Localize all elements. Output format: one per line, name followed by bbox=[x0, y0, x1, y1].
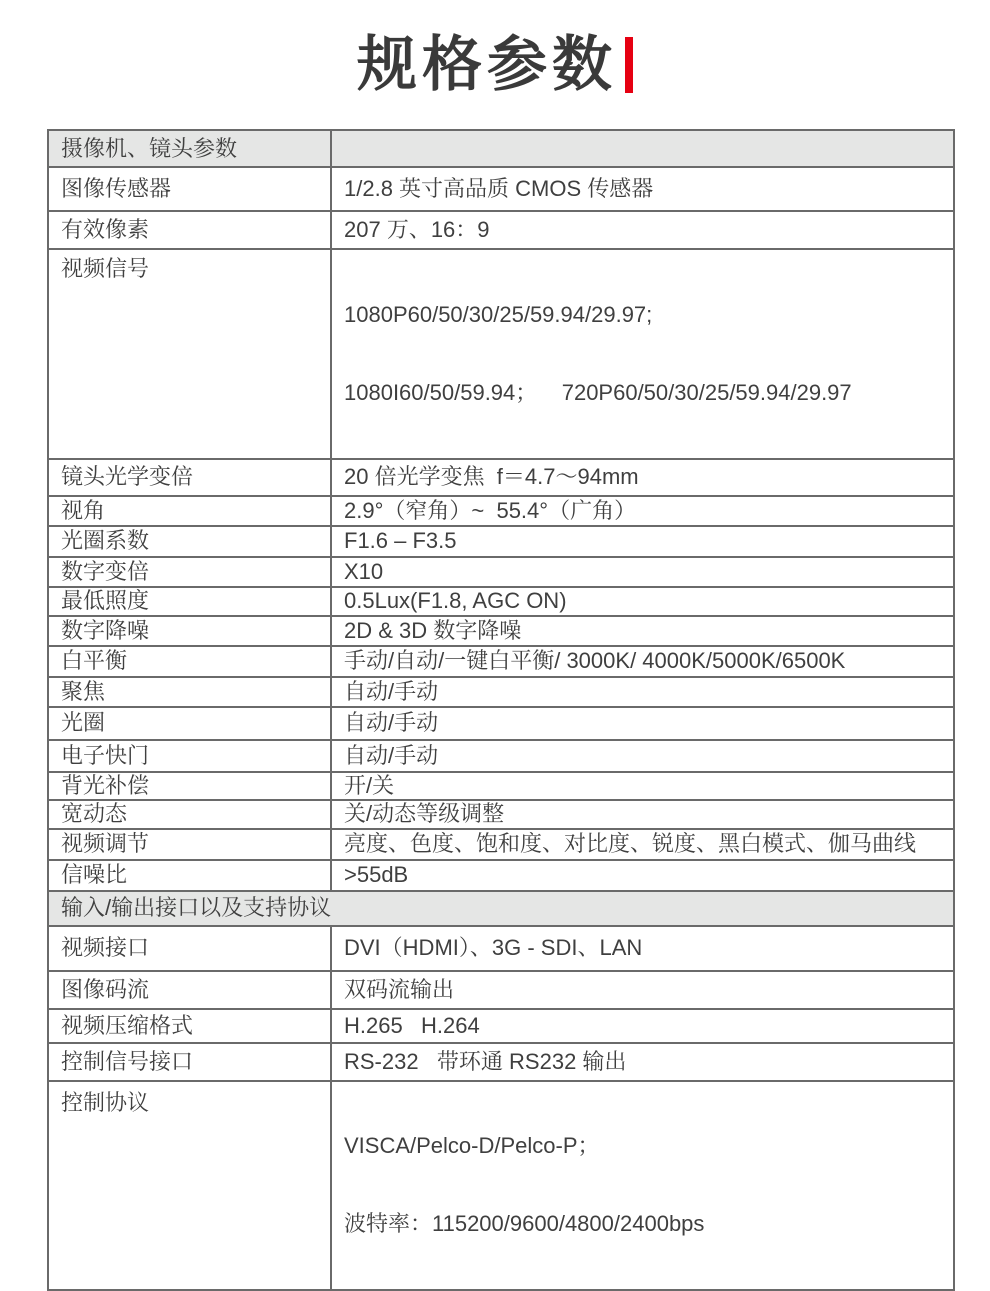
section-header-camera-empty-cell bbox=[331, 130, 954, 167]
spec-value: F1.6 – F3.5 bbox=[331, 526, 954, 557]
spec-value-line: VISCA/Pelco-D/Pelco-P； bbox=[344, 1133, 600, 1159]
spec-row bbox=[48, 800, 954, 829]
spec-row bbox=[48, 496, 954, 526]
spec-label: 宽动态 bbox=[48, 800, 331, 829]
spec-value bbox=[331, 249, 954, 459]
spec-row bbox=[48, 211, 954, 249]
spec-label: 视角 bbox=[48, 496, 331, 526]
spec-row bbox=[48, 587, 954, 616]
spec-label: 视频接口 bbox=[48, 926, 331, 971]
title-accent-bar bbox=[625, 37, 633, 93]
section-header-io-protocol: 输入/输出接口以及支持协议 bbox=[48, 891, 954, 926]
spec-row bbox=[48, 167, 954, 211]
spec-label: 白平衡 bbox=[48, 646, 331, 677]
spec-label: 视频调节 bbox=[48, 829, 331, 860]
page-title-wrap bbox=[0, 0, 990, 129]
spec-value: 自动/手动 bbox=[331, 740, 954, 772]
spec-value: >55dB bbox=[331, 860, 954, 891]
spec-label: 最低照度 bbox=[48, 587, 331, 616]
spec-value-line: 波特率：115200/9600/4800/2400bps bbox=[344, 1211, 705, 1237]
section-header-row-camera bbox=[48, 130, 954, 167]
spec-value: 自动/手动 bbox=[331, 707, 954, 740]
spec-row bbox=[48, 829, 954, 860]
spec-label: 镜头光学变倍 bbox=[48, 459, 331, 496]
spec-value-line: 1080I60/50/59.94； 720P60/50/30/25/59.94/29.97 bbox=[344, 379, 852, 405]
spec-row bbox=[48, 677, 954, 707]
spec-label: 有效像素 bbox=[48, 211, 331, 249]
spec-row bbox=[48, 971, 954, 1009]
spec-value: 自动/手动 bbox=[331, 677, 954, 707]
spec-value: 2D & 3D 数字降噪 bbox=[331, 616, 954, 646]
spec-value: 关/动态等级调整 bbox=[331, 800, 954, 829]
spec-value: 2.9°（窄角）~ 55.4°（广角） bbox=[331, 496, 954, 526]
spec-label: 视频信号 bbox=[48, 249, 331, 459]
page-title: 规格参数 bbox=[357, 30, 617, 98]
section-header-row-io bbox=[48, 891, 954, 926]
spec-value: 0.5Lux(F1.8, AGC ON) bbox=[331, 587, 954, 616]
section-header-camera-lens: 摄像机、镜头参数 bbox=[48, 130, 331, 167]
spec-row bbox=[48, 1043, 954, 1081]
spec-label: 视频压缩格式 bbox=[48, 1009, 331, 1043]
spec-row bbox=[48, 772, 954, 800]
spec-label: 光圈 bbox=[48, 707, 331, 740]
spec-row bbox=[48, 1009, 954, 1043]
spec-row bbox=[48, 557, 954, 587]
spec-label: 控制协议 bbox=[48, 1081, 331, 1291]
spec-value: RS-232 带环通 RS232 输出 bbox=[331, 1043, 954, 1081]
spec-table bbox=[47, 129, 955, 1291]
spec-value: 双码流输出 bbox=[331, 971, 954, 1009]
spec-row bbox=[48, 707, 954, 740]
spec-row bbox=[48, 616, 954, 646]
spec-row bbox=[48, 459, 954, 496]
spec-label: 图像码流 bbox=[48, 971, 331, 1009]
spec-label: 控制信号接口 bbox=[48, 1043, 331, 1081]
spec-row bbox=[48, 926, 954, 971]
spec-value: 20 倍光学变焦 f＝4.7～94mm bbox=[331, 459, 954, 496]
spec-row bbox=[48, 526, 954, 557]
spec-label: 数字变倍 bbox=[48, 557, 331, 587]
spec-label: 光圈系数 bbox=[48, 526, 331, 557]
spec-label: 数字降噪 bbox=[48, 616, 331, 646]
spec-value-line: 1080P60/50/30/25/59.94/29.97; bbox=[344, 301, 653, 327]
spec-value: X10 bbox=[331, 557, 954, 587]
spec-label: 信噪比 bbox=[48, 860, 331, 891]
spec-value: 1/2.8 英寸高品质 CMOS 传感器 bbox=[331, 167, 954, 211]
spec-label: 电子快门 bbox=[48, 740, 331, 772]
spec-value: DVI（HDMI）、3G - SDI、LAN bbox=[331, 926, 954, 971]
spec-row bbox=[48, 740, 954, 772]
spec-value: 亮度、色度、饱和度、对比度、锐度、黑白模式、伽马曲线 bbox=[331, 829, 954, 860]
spec-row bbox=[48, 249, 954, 459]
spec-value: 手动/自动/一键白平衡/ 3000K/ 4000K/5000K/6500K bbox=[331, 646, 954, 677]
spec-row bbox=[48, 646, 954, 677]
spec-label: 背光补偿 bbox=[48, 772, 331, 800]
spec-value bbox=[331, 1081, 954, 1291]
spec-value: H.265 H.264 bbox=[331, 1009, 954, 1043]
spec-value: 207 万、16：9 bbox=[331, 211, 954, 249]
spec-row bbox=[48, 1081, 954, 1291]
spec-label: 聚焦 bbox=[48, 677, 331, 707]
spec-value: 开/关 bbox=[331, 772, 954, 800]
spec-row bbox=[48, 860, 954, 891]
spec-label: 图像传感器 bbox=[48, 167, 331, 211]
